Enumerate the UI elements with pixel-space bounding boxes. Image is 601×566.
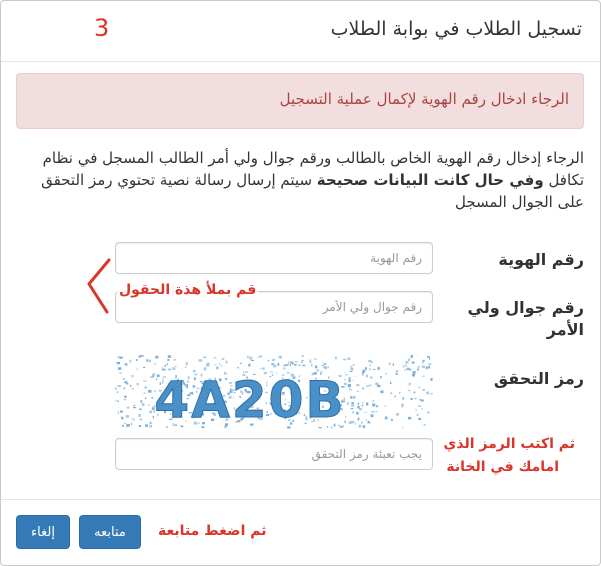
error-alert — [16, 73, 584, 129]
captcha-image — [115, 355, 433, 429]
instructions-part2: سيتم إرسال رسالة نصية تحتوي رمز التحقق على الجوال المسجل — [41, 171, 584, 211]
instructions-part1: الرجاء إدخال رقم الهوية الخاص بالطالب ورقم جوال ولي أمر الطالب المسجل في نظام تكافل — [42, 149, 584, 189]
modal-title: تسجيل الطلاب في بوابة الطلاب — [330, 18, 582, 40]
captcha-label: رمز التحقق — [493, 369, 584, 388]
captcha-text: 4A20B — [154, 371, 346, 429]
alert-text: الرجاء ادخال رقم الهوية لإكمال عملية التسجيل — [279, 90, 569, 108]
phone-label: رقم جوال ولي الأمر — [467, 298, 584, 339]
captcha-input[interactable] — [115, 438, 433, 470]
instructions-bold: وفي حال كانت البيانات صحيحة — [316, 171, 544, 189]
id-label: رقم الهوية — [498, 250, 584, 269]
enter-code-annotation-line1: ثم اكتب الرمز الذي — [443, 436, 575, 452]
modal-header — [1, 1, 600, 62]
continue-button[interactable]: متابعه — [79, 515, 141, 549]
id-input[interactable] — [115, 242, 433, 274]
step-number-annotation: 3 — [94, 14, 110, 42]
footer-divider — [1, 499, 600, 500]
fill-fields-annotation: قم بملأ هذة الحقول — [119, 282, 257, 298]
enter-code-annotation-line2: امامك في الخانة — [446, 459, 559, 475]
instructions-text — [14, 147, 584, 213]
press-continue-annotation: ثم اضغط متابعة — [158, 523, 267, 539]
cancel-button[interactable]: إلغاء — [16, 515, 70, 549]
chevron-left-icon — [83, 256, 113, 316]
